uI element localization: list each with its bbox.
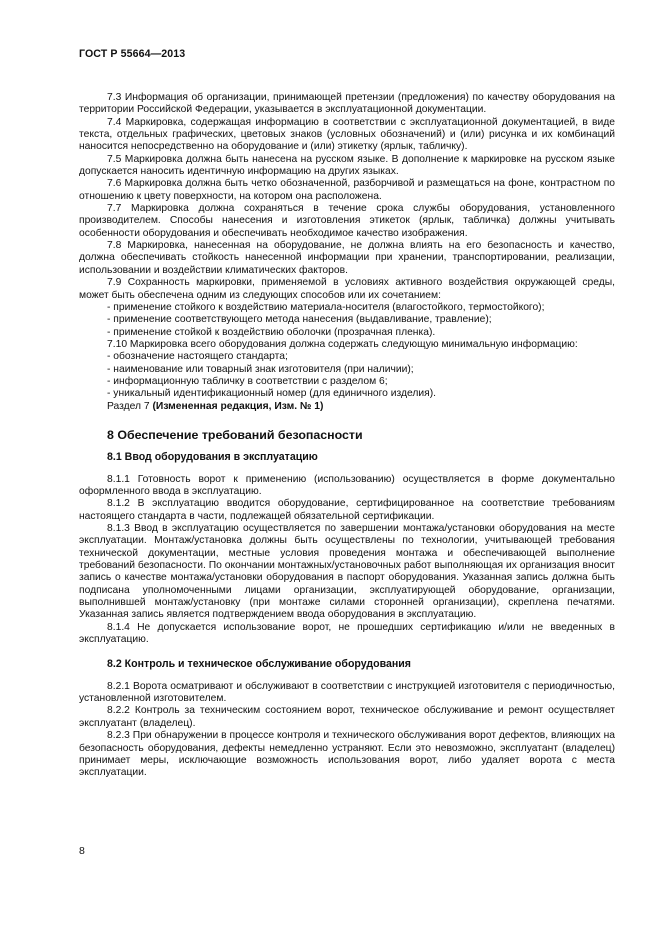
list-item: - информационную табличку в соответствии с разделом 6; [107,375,388,387]
list-item: - уникальный идентификационный номер (для единичного изделия). [107,388,437,400]
clause-7-9: 7.9 Сохранность маркировки, применяемой в условиях активного воздействия окружающей среды, может быть обеспечена одним из следующих способов или их сочетанием: [79,277,615,301]
page-number: 8 [79,845,85,857]
clause-8-2-1: 8.2.1 Ворота осматривают и обслуживают в соответствии с инструкцией изготовителя с периодичностью, установленной изготовителем. [79,680,615,705]
amendment-note [79,401,615,413]
clause-8-1-3: 8.1.3 Ввод в эксплуатацию осуществляется по завершении монтажа/установки оборудования на месте эксплуатации. Монтаж/установка должны быть осуществлены по технологии, учитывающей требования технической документации, местные условия проведения монтажа и обеспечивающей выполнение требований безопасности. По окончании монтажных/установочных работ выполняющая их организация вносит запись о качестве монтажа/установки оборудования в паспорт оборудования. Указанная запись должна быть подписана уполномоченными лицами организации, эксплуатирующей оборудование, организации, выполнившей монтаж/установку (при монтаже силами сторонней организации), скреплена печатями. Указанная запись является подтверждением ввода оборудования в эксплуатацию. [79,523,615,621]
amendment-note-bold: (Измененная редакция, Изм. № 1) [152,400,324,412]
subsection-8-2-title: 8.2 Контроль и техническое обслуживание оборудования [107,658,411,671]
page-body [79,92,615,780]
clause-7-6: 7.6 Маркировка должна быть четко обозначенной, разборчивой и размещаться на фоне, контрастном по отношению к цвету поверхности, на котором она расположена. [79,178,615,202]
clause-7-4: 7.4 Маркировка, содержащая информацию в соответствии с эксплуатационной документацией, в виде текста, отдельных графических, цветовых знаков (условных обозначений) и (или) рисунка и их комбинаций наносится непосредственно на оборудование и (или) этикетку (ярлык, табличку). [79,116,615,153]
clause-8-2-3: 8.2.3 При обнаружении в процессе контроля и технического обслуживания ворот дефектов, влияющих на безопасность оборудования, дефекты немедленно устраняют. Если это невозможно, эксплуатант (владелец) принимает меры, исключающие возможность использования ворот, либо удаляет ворота с места эксплуатации. [79,730,615,779]
amendment-note-prefix: Раздел 7 [107,400,153,412]
list-item: - обозначение настоящего стандарта; [107,351,288,363]
list-item: - применение стойкой к воздействию оболочки (прозрачная пленка). [107,326,436,338]
section-8-title: 8 Обеспечение требований безопасности [107,427,363,442]
list-item: - наименование или товарный знак изготовителя (при наличии); [107,363,414,375]
subsection-8-1-title: 8.1 Ввод оборудования в эксплуатацию [107,451,318,464]
clause-8-2-2: 8.2.2 Контроль за техническим состоянием ворот, техническое обслуживание и ремонт осуществляет эксплуатант (владелец). [79,705,615,729]
clause-8-1-1: 8.1.1 Готовность ворот к применению (использованию) осуществляется в форме документально оформленного ввода в эксплуатацию. [79,473,615,497]
clause-7-5: 7.5 Маркировка должна быть нанесена на русском языке. В дополнение к маркировке на русском языке допускается наносить идентичную информацию на других языках. [79,153,615,178]
list-item: - применение соответствующего метода нанесения (выдавливание, травление); [107,314,492,326]
list-item: - применение стойкого к воздействию материала-носителя (влагостойкого, термостойкого); [107,301,545,313]
clause-7-3: 7.3 Информация об организации, принимающей претензии (предложения) по качеству оборудования на территории Российской Федерации, указывается в эксплуатационной документации. [79,92,615,116]
clause-7-8: 7.8 Маркировка, нанесенная на оборудование, не должна влиять на его безопасность и качество, должна обеспечивать стойкость нанесенной информации при хранении, транспортировании, реализации, использовании и воздействии климатических факторов. [79,240,615,276]
standard-header: ГОСТ Р 55664—2013 [79,48,186,60]
list-7-10 [79,351,615,400]
clause-8-1-4: 8.1.4 Не допускается использование ворот, не прошедших сертификацию и/или не введенных в эксплуатацию. [79,621,615,646]
list-7-9 [79,302,615,339]
clause-7-7: 7.7 Маркировка должна сохраняться в течение срока службы оборудования, установленного производителем. Способы нанесения и изготовления этикеток (ярлык, табличка) должны учитывать особенности оборудования и обеспечивать необходимое качество изображения. [79,203,615,239]
clause-7-10: 7.10 Маркировка всего оборудования должна содержать следующую минимальную информацию: [107,338,578,350]
clause-8-1-2: 8.1.2 В эксплуатацию вводится оборудование, сертифицированное на соответствие требованиям настоящего стандарта в части, подлежащей обязательной сертификации. [79,498,615,522]
